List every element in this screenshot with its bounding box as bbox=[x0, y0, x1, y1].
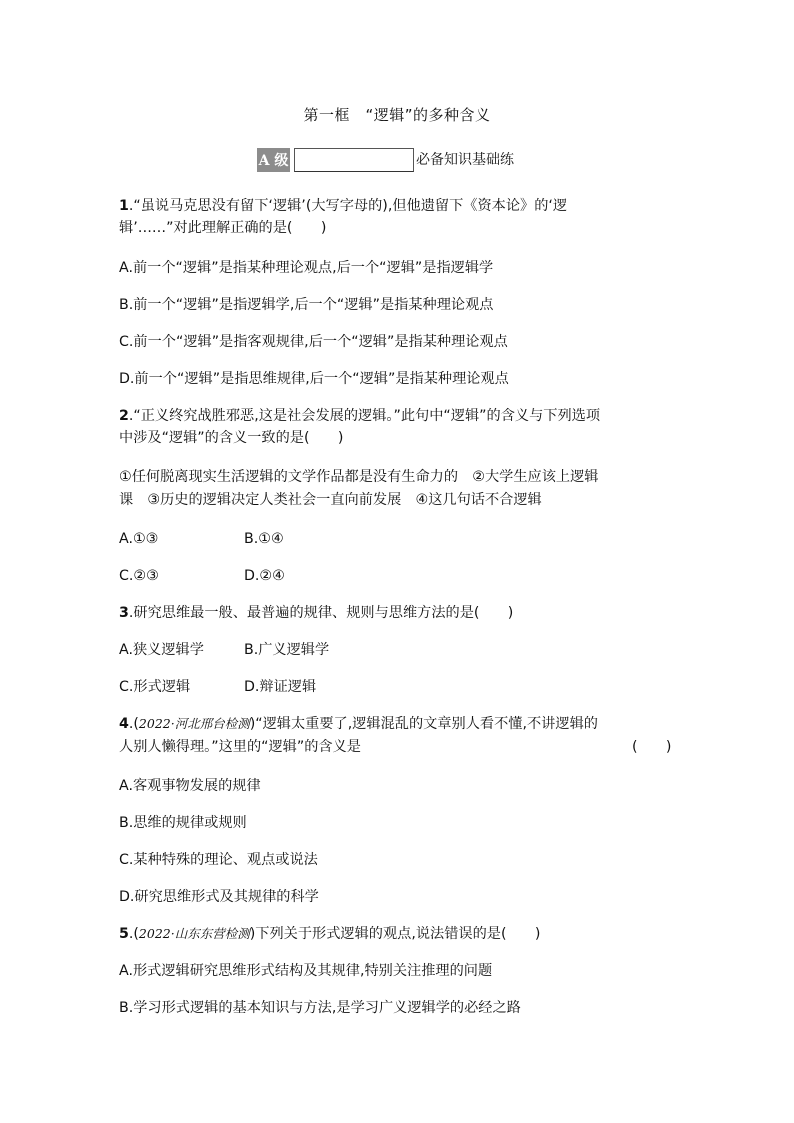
question-1-option-c: C.前一个“逻辑”是指客观规律,后一个“逻辑”是指某种理论观点 bbox=[119, 334, 508, 350]
question-3-option-c: C.形式逻辑 bbox=[119, 679, 191, 695]
question-1-line-2: 辑’……”对此理解正确的是( ) bbox=[119, 220, 327, 236]
question-number: 2 bbox=[119, 408, 129, 424]
question-source: 2022·河北邢台检测 bbox=[138, 716, 250, 731]
level-header bbox=[257, 146, 514, 172]
level-blank-box bbox=[294, 148, 414, 172]
question-4-option-a: A.客观事物发展的规律 bbox=[119, 778, 261, 794]
question-3-option-a: A.狭义逻辑学 bbox=[119, 642, 204, 658]
question-4-line-2: 人别人懒得理。”这里的“逻辑”的含义是 bbox=[119, 739, 361, 755]
question-1-option-d: D.前一个“逻辑”是指思维规律,后一个“逻辑”是指某种理论观点 bbox=[119, 371, 509, 387]
question-5-line-1: 5.(2022·山东东营检测)下列关于形式逻辑的观点,说法错误的是( ) bbox=[119, 926, 541, 942]
question-2-statement-line-2: 课 ③历史的逻辑决定人类社会一直向前发展 ④这几句话不合逻辑 bbox=[119, 492, 542, 508]
question-5-option-b: B.学习形式逻辑的基本知识与方法,是学习广义逻辑学的必经之路 bbox=[119, 1000, 521, 1016]
question-3-option-b: B.广义逻辑学 bbox=[244, 642, 330, 658]
question-2-option-c: C.②③ bbox=[119, 568, 159, 584]
question-4-option-c: C.某种特殊的理论、观点或说法 bbox=[119, 852, 318, 868]
question-4-line-1: 4.(2022·河北邢台检测)“逻辑太重要了,逻辑混乱的文章别人看不懂,不讲逻辑的 bbox=[119, 716, 598, 732]
question-number: 3 bbox=[119, 605, 129, 621]
question-number: 1 bbox=[119, 198, 129, 214]
page-title: 第一框 “逻辑”的多种含义 bbox=[303, 106, 491, 124]
question-3-line-1: 3.研究思维最一般、最普遍的规律、规则与思维方法的是( ) bbox=[119, 605, 514, 621]
question-1-line-1: 1.“虽说马克思没有留下‘逻辑’(大写字母的),但他遗留下《资本论》的‘逻 bbox=[119, 198, 568, 214]
question-4-option-d: D.研究思维形式及其规律的科学 bbox=[119, 889, 319, 905]
question-number: 5 bbox=[119, 926, 129, 942]
question-1-option-a: A.前一个“逻辑”是指某种理论观点,后一个“逻辑”是指逻辑学 bbox=[119, 260, 494, 276]
question-2-line-2: 中涉及“逻辑”的含义一致的是( ) bbox=[119, 430, 344, 446]
question-2-option-a: A.①③ bbox=[119, 531, 159, 547]
question-4-option-b: B.思维的规律或规则 bbox=[119, 815, 247, 831]
answer-paren: ( ) bbox=[632, 739, 672, 755]
question-source: 2022·山东东营检测 bbox=[138, 926, 250, 941]
level-label: 必备知识基础练 bbox=[416, 152, 514, 168]
question-3-option-d: D.辩证逻辑 bbox=[244, 679, 317, 695]
level-badge: A 级 bbox=[257, 148, 290, 172]
question-number: 4 bbox=[119, 716, 129, 732]
question-1-option-b: B.前一个“逻辑”是指逻辑学,后一个“逻辑”是指某种理论观点 bbox=[119, 297, 494, 313]
question-2-option-b: B.①④ bbox=[244, 531, 284, 547]
question-2-statement-line-1: ①任何脱离现实生活逻辑的文学作品都是没有生命力的 ②大学生应该上逻辑 bbox=[119, 469, 599, 485]
question-5-option-a: A.形式逻辑研究思维形式结构及其规律,特别关注推理的问题 bbox=[119, 963, 493, 979]
question-2-line-1: 2.“正义终究战胜邪恶,这是社会发展的逻辑。”此句中“逻辑”的含义与下列选项 bbox=[119, 408, 601, 424]
question-2-option-d: D.②④ bbox=[244, 568, 285, 584]
